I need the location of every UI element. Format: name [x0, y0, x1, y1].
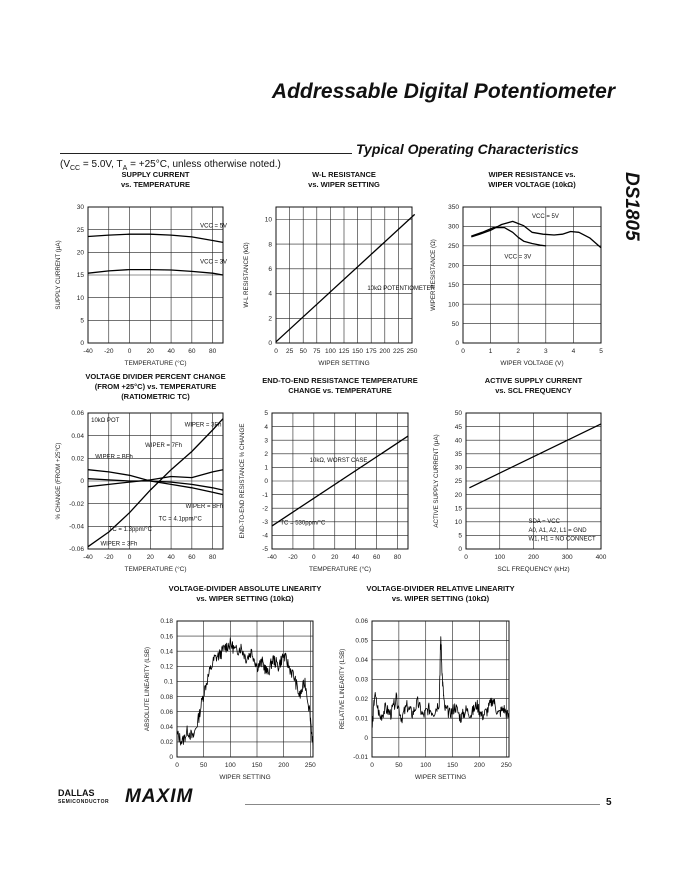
x-tick-label: -40: [83, 554, 93, 561]
annotation-label: WIPER = 3Fh: [100, 541, 138, 548]
annotation-label: WIPER = BFh: [185, 504, 224, 511]
chart-4: [55, 372, 226, 573]
y-tick-label: 10: [76, 294, 84, 302]
y-tick-label: 0: [264, 478, 268, 486]
annotation-label: 10kΩ, WORST CASE: [309, 457, 368, 464]
annotation-label: TC = 530ppm/°C: [280, 520, 326, 527]
y-tick-label: 0.02: [71, 455, 84, 463]
y-tick-label: 3: [264, 437, 268, 445]
x-tick-label: 25: [285, 348, 294, 355]
y-tick-label: -0.04: [69, 523, 84, 531]
y-tick-label: -0.02: [69, 500, 84, 508]
x-tick-label: 2: [516, 348, 521, 355]
y-tick-label: 2: [268, 315, 272, 323]
page-number: 5: [606, 797, 612, 808]
annotation-label: 10kΩ POT: [91, 418, 120, 425]
x-tick-label: 0: [127, 348, 132, 355]
x-tick-label: 0: [370, 762, 374, 769]
y-tick-label: 0: [169, 754, 173, 762]
y-tick-label: 2: [264, 451, 268, 458]
series-line: [88, 234, 223, 242]
x-tick-label: 250: [406, 348, 418, 355]
x-tick-label: 80: [208, 554, 217, 561]
x-tick-label: 40: [352, 554, 360, 561]
annotation-label: SDA = VCC: [528, 519, 560, 526]
y-tick-label: -0.01: [353, 754, 368, 762]
chart-5: [239, 376, 418, 573]
x-tick-label: 75: [313, 348, 321, 355]
y-tick-label: -0.06: [69, 546, 84, 554]
series-line: [88, 470, 223, 495]
y-tick-label: 50: [454, 410, 462, 418]
y-tick-label: 0.06: [160, 708, 173, 716]
y-tick-label: 0.01: [355, 715, 368, 723]
y-tick-label: -2: [262, 505, 268, 513]
x-tick-label: 20: [146, 348, 154, 355]
x-tick-label: 200: [379, 348, 391, 355]
x-tick-label: -20: [288, 554, 298, 561]
annotation-label: WIPER = 7Fh: [145, 443, 182, 449]
series-line: [372, 637, 509, 728]
y-tick-label: 10: [454, 519, 462, 526]
x-axis-label: SCL FREQUENCY (kHz): [497, 566, 570, 573]
x-axis-label: TEMPERATURE (°C): [124, 566, 187, 573]
y-axis-label: WIPER RESISTANCE (Ω): [430, 239, 437, 311]
y-axis-label: END-TO-END RESISTANCE % CHANGE: [239, 423, 246, 539]
series-line: [469, 424, 601, 488]
y-tick-label: 5: [458, 532, 462, 540]
y-tick-label: 0: [458, 546, 462, 554]
x-tick-label: 0: [127, 554, 132, 561]
y-tick-label: 0: [268, 340, 272, 348]
annotation-label: TC = 4.1ppm/°C: [158, 516, 202, 523]
x-tick-label: 0: [274, 348, 278, 355]
y-axis-label: % CHANGE (FROM +25°C): [55, 442, 62, 520]
y-axis-label: ABSOLUTE LINEARITY (LSB): [144, 646, 151, 732]
x-tick-label: 40: [167, 348, 175, 355]
x-axis-label: WIPER SETTING: [318, 360, 370, 367]
chart-title-line: vs. SCL FREQUENCY: [495, 386, 572, 395]
x-tick-label: 0: [464, 554, 468, 561]
annotation-label: VCC = 3V: [200, 259, 228, 266]
x-tick-label: 60: [372, 554, 381, 561]
conditions-vcc-sub: CC: [70, 165, 81, 172]
x-tick-label: 200: [278, 762, 290, 769]
y-tick-label: 0.14: [160, 648, 173, 656]
chart-1: [55, 170, 227, 367]
y-tick-label: 0: [364, 734, 368, 742]
x-tick-label: 4: [571, 348, 576, 355]
x-tick-label: 125: [338, 348, 350, 355]
x-tick-label: 100: [224, 762, 236, 769]
y-tick-label: 10: [264, 216, 272, 224]
x-tick-label: -40: [83, 348, 93, 355]
y-tick-label: -4: [262, 532, 268, 540]
y-tick-label: 0.04: [355, 657, 368, 665]
chart-7: [144, 584, 321, 781]
x-tick-label: 150: [251, 762, 263, 769]
x-tick-label: 50: [299, 348, 307, 355]
x-tick-label: 40: [167, 554, 175, 561]
y-tick-label: 0.04: [160, 723, 173, 731]
y-tick-label: 45: [454, 423, 462, 431]
x-tick-label: 100: [494, 554, 506, 561]
chart-title-line: WIPER RESISTANCE vs.: [488, 170, 576, 179]
x-tick-label: 3: [543, 348, 548, 355]
x-tick-label: 1: [488, 348, 493, 355]
maxim-logo: MAXIM: [125, 786, 194, 807]
y-axis-label: ACTIVE SUPPLY CURRENT (μA): [433, 434, 440, 528]
chart-title-line: (RATIOMETRIC TC): [121, 392, 190, 401]
y-tick-label: -1: [262, 491, 268, 499]
series-line: [177, 638, 313, 750]
y-tick-label: 300: [448, 223, 459, 231]
y-tick-label: 0.1: [163, 678, 173, 686]
y-tick-label: 0.12: [160, 663, 173, 671]
x-tick-label: 50: [395, 762, 403, 769]
y-tick-label: 150: [448, 281, 459, 289]
chart-2: [243, 170, 436, 367]
y-tick-label: 0.03: [355, 676, 368, 684]
x-tick-label: 175: [365, 348, 377, 355]
chart-3: [430, 170, 603, 367]
x-tick-label: 20: [146, 554, 154, 561]
chart-title-line: CHANGE vs. TEMPERATURE: [288, 386, 392, 395]
annotation-label: WIPER = 3Fh: [184, 422, 222, 429]
dallas-logo: [58, 789, 109, 807]
x-tick-label: 60: [188, 348, 196, 355]
y-tick-label: 30: [454, 464, 462, 472]
chart-title-line: END-TO-END RESISTANCE TEMPERATURE: [262, 376, 418, 385]
y-axis-label: W-L RESISTANCE (kΩ): [243, 242, 250, 308]
x-tick-label: 225: [392, 348, 404, 355]
page-title: Addressable Digital Potentiometer: [271, 80, 615, 103]
x-tick-label: -20: [104, 554, 114, 561]
series-line: [471, 228, 546, 246]
chart-title-line: vs. WIPER SETTING (10kΩ): [391, 594, 490, 603]
x-tick-label: 250: [500, 762, 512, 769]
y-tick-label: 350: [448, 204, 459, 212]
annotation-label: W1, H1 = NO CONNECT: [528, 536, 596, 543]
y-tick-label: 0.16: [160, 633, 173, 641]
chart-title-line: VOLTAGE-DIVIDER RELATIVE LINEARITY: [366, 584, 515, 593]
y-tick-label: 0.04: [71, 432, 84, 440]
x-axis-label: WIPER SETTING: [414, 774, 467, 781]
y-tick-label: 1: [264, 464, 268, 472]
x-tick-label: 200: [528, 554, 539, 561]
x-tick-label: 80: [208, 348, 217, 355]
x-tick-label: 300: [561, 554, 573, 561]
conditions-vcc-value: = 5.0V, T: [80, 159, 123, 170]
y-tick-label: 0: [80, 478, 84, 486]
y-tick-label: 0: [80, 340, 84, 348]
chart-title-line: vs. WIPER SETTING (10kΩ): [196, 594, 294, 603]
chart-title-line: vs. WIPER SETTING: [308, 180, 380, 189]
x-axis-label: WIPER SETTING: [219, 774, 271, 781]
annotation-label: 10kΩ POTENTIOMETER: [367, 285, 435, 292]
y-tick-label: 4: [264, 423, 268, 431]
y-tick-label: 35: [454, 451, 462, 458]
y-tick-label: 25: [454, 478, 462, 486]
y-tick-label: 40: [454, 437, 462, 445]
x-tick-label: 60: [188, 554, 196, 561]
section-title: Typical Operating Characteristics: [356, 141, 579, 157]
chart-title-line: SUPPLY CURRENT: [121, 170, 190, 179]
x-tick-label: 100: [420, 762, 432, 769]
y-tick-label: 8: [268, 241, 272, 249]
dallas-logo-sub: SEMICONDUCTOR: [58, 799, 110, 805]
x-tick-label: -20: [104, 348, 114, 355]
y-tick-label: 30: [76, 204, 84, 212]
footer-rule: [245, 804, 600, 805]
y-tick-label: 0.02: [160, 739, 173, 747]
plot-frame: [177, 621, 313, 757]
plot-frame: [463, 207, 601, 343]
x-tick-label: 200: [474, 762, 485, 769]
x-tick-label: 0: [175, 762, 179, 769]
x-tick-label: 150: [352, 348, 364, 355]
y-tick-label: 20: [76, 249, 84, 257]
y-tick-label: 15: [76, 272, 84, 280]
chart-title-line: (FROM +25°C) vs. TEMPERATURE: [94, 382, 217, 391]
chart-title-line: ACTIVE SUPPLY CURRENT: [484, 376, 583, 385]
x-tick-label: 400: [595, 554, 607, 561]
chart-title-line: vs. TEMPERATURE: [120, 180, 191, 189]
y-tick-label: 0: [455, 340, 459, 348]
x-tick-label: 80: [393, 554, 402, 561]
x-tick-label: 50: [200, 762, 208, 769]
x-tick-label: 150: [447, 762, 459, 769]
y-tick-label: 15: [454, 505, 462, 513]
y-tick-label: 4: [268, 290, 272, 298]
y-tick-label: 0.18: [160, 618, 173, 626]
x-tick-label: 5: [599, 348, 603, 355]
x-axis-label: TEMPERATURE (°C): [124, 360, 187, 367]
conditions-prefix: (V: [60, 159, 70, 170]
annotation-label: WIPER = BFh: [95, 454, 133, 461]
y-tick-label: 250: [448, 243, 459, 251]
y-axis-label: SUPPLY CURRENT (μA): [55, 240, 62, 310]
y-tick-label: 5: [80, 317, 84, 325]
chart-8: [339, 584, 515, 781]
conditions-ta-sub: A: [122, 165, 128, 172]
chart-title-line: W-L RESISTANCE: [312, 170, 376, 179]
annotation-label: VCC = 5V: [200, 223, 228, 230]
x-tick-label: 0: [312, 554, 316, 561]
x-axis-label: TEMPERATURE (°C): [308, 566, 372, 573]
y-tick-label: 0.08: [160, 693, 173, 701]
annotation-label: VCC = 5V: [532, 213, 559, 220]
part-number-label: DS1805: [621, 172, 642, 241]
x-axis-label: WIPER VOLTAGE (V): [500, 360, 564, 367]
chart-title-line: VOLTAGE DIVIDER PERCENT CHANGE: [85, 372, 226, 381]
y-tick-label: 0.06: [355, 618, 368, 626]
y-tick-label: 6: [268, 266, 272, 274]
y-tick-label: 0.05: [355, 637, 368, 645]
y-tick-label: 200: [448, 262, 459, 270]
x-tick-label: 20: [331, 554, 339, 561]
y-tick-label: 100: [448, 301, 459, 309]
y-tick-label: 20: [454, 491, 462, 499]
dallas-logo-text: DALLAS: [58, 788, 95, 798]
y-tick-label: 0.02: [355, 695, 368, 703]
annotation-label: A0, A1, A2, L1 = GND: [528, 527, 587, 534]
x-tick-label: -40: [267, 554, 277, 561]
y-tick-label: 25: [76, 226, 84, 234]
y-tick-label: 50: [451, 320, 459, 328]
x-tick-label: 0: [461, 348, 465, 355]
y-tick-label: 0.06: [71, 410, 84, 418]
y-tick-label: -5: [262, 546, 268, 554]
annotation-label: VCC = 3V: [504, 254, 532, 261]
y-tick-label: -3: [262, 519, 268, 526]
series-line: [276, 214, 415, 341]
y-axis-label: RELATIVE LINEARITY (LSB): [339, 648, 346, 730]
conditions-rest: = +25°C, unless otherwise noted.): [127, 159, 281, 170]
chart-title-line: VOLTAGE-DIVIDER ABSOLUTE LINEARITY: [168, 584, 322, 593]
series-line: [88, 270, 223, 275]
chart-title-line: WIPER VOLTAGE (10kΩ): [488, 180, 576, 189]
chart-6: [433, 376, 607, 573]
x-tick-label: 100: [324, 348, 336, 355]
annotation-label: TC = 1.3ppm/°C: [108, 526, 153, 533]
y-tick-label: 5: [264, 410, 268, 418]
x-tick-label: 250: [304, 762, 316, 769]
